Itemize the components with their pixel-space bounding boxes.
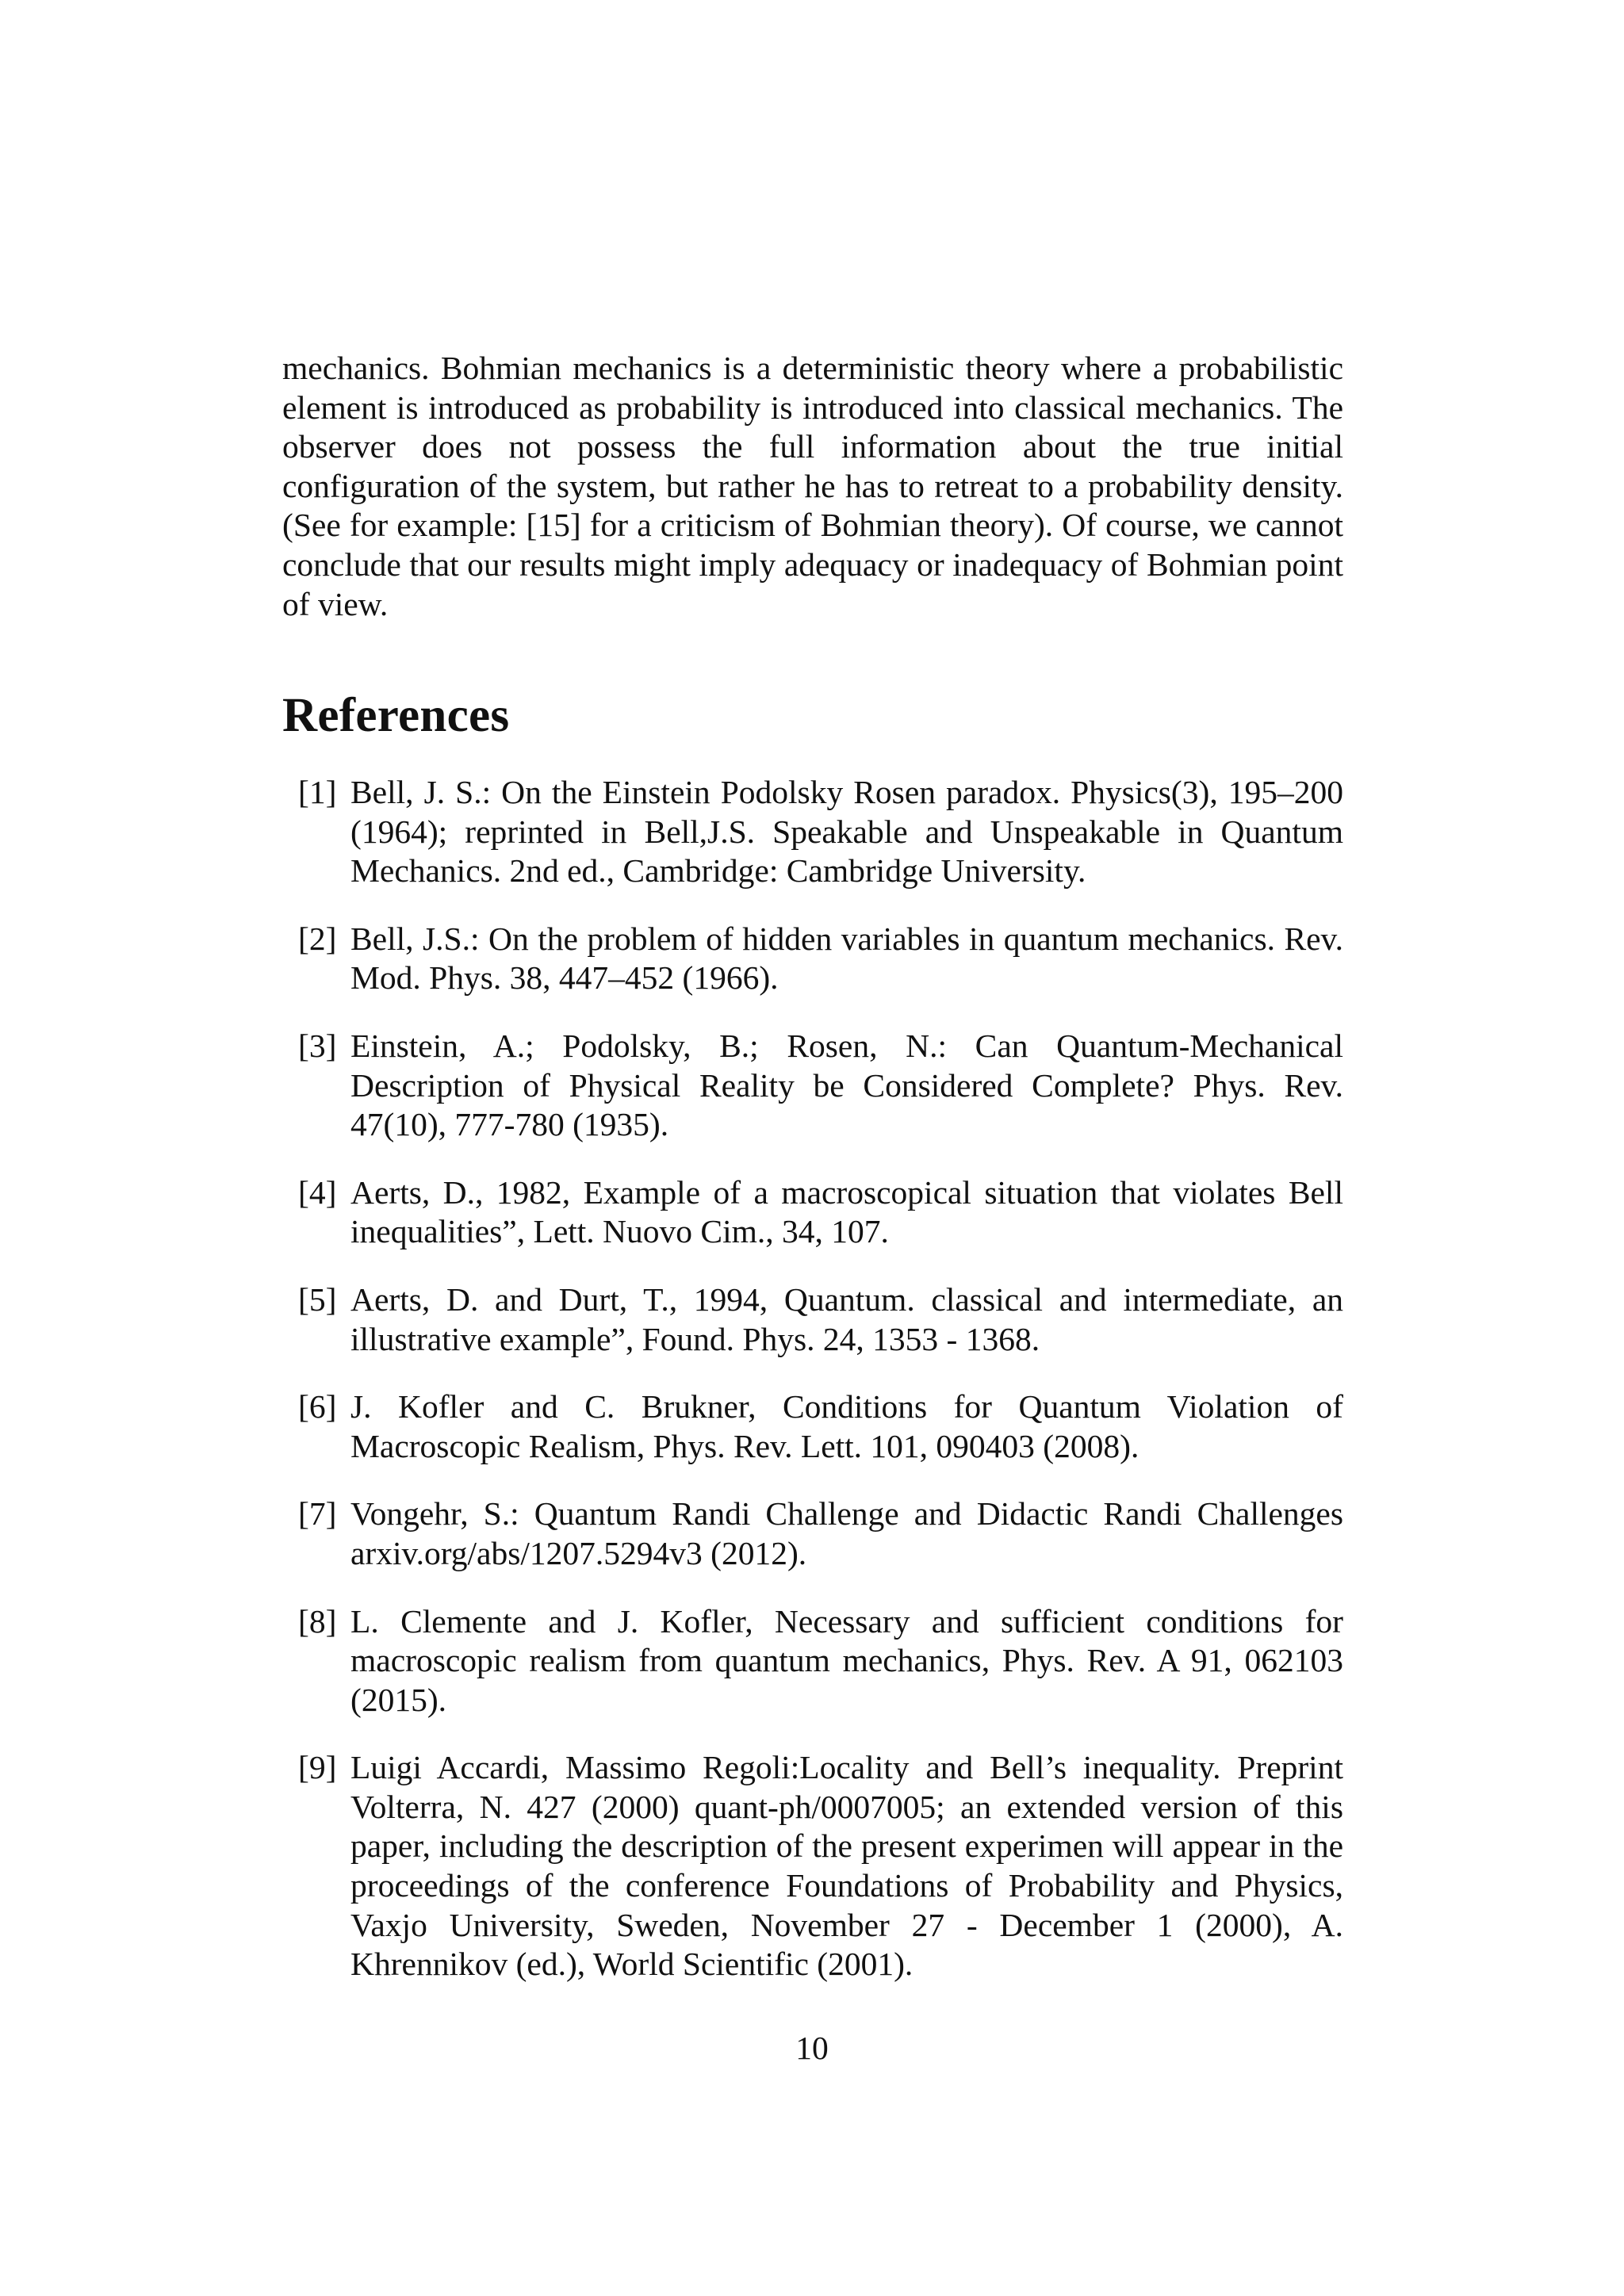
reference-item: [282, 1602, 1343, 1720]
reference-number: [5]: [298, 1280, 337, 1318]
reference-item: [282, 773, 1343, 891]
reference-item: [282, 1280, 1343, 1359]
reference-text: Aerts, D. and Durt, T., 1994, Quantum. classical and intermediate, an illustrative example”, Found. Phys. 24, 1353 - 1368.: [350, 1280, 1343, 1357]
reference-item: [282, 1173, 1343, 1252]
reference-item: [282, 1387, 1343, 1466]
reference-number: [6]: [298, 1388, 337, 1425]
reference-number: [4]: [298, 1173, 337, 1211]
references-heading: References: [282, 689, 510, 742]
reference-item: [282, 1748, 1343, 1984]
reference-number: [2]: [298, 920, 337, 957]
reference-text: Vongehr, S.: Quantum Randi Challenge and Didactic Randi Challenges arxiv.org/abs/1207.5294v3 (2012).: [350, 1495, 1343, 1571]
page-number: 10: [795, 2030, 829, 2066]
reference-item: [282, 1027, 1343, 1145]
intro-paragraph: mechanics. Bohmian mechanics is a deterministic theory where a probabilistic element is introduced as probability is introduced into classical mechanics. The observer does not possess the full information about the true initial configuration of the system, but rather he has to retreat to a probability density. (See for example: [15] for a criticism of Bohmian theory). Of course, we cannot conclude that our results might imply adequacy or inadequacy of Bohmian point of view.: [282, 350, 1343, 622]
reference-number: [1]: [298, 774, 337, 810]
reference-text: Bell, J.S.: On the problem of hidden variables in quantum mechanics. Rev. Mod. Phys. 38, 447–452 (1966).: [350, 920, 1343, 997]
reference-number: [3]: [298, 1027, 337, 1064]
reference-item: [282, 920, 1343, 998]
reference-number: [8]: [298, 1602, 337, 1640]
reference-text: Bell, J. S.: On the Einstein Podolsky Rosen paradox. Physics(3), 195–200 (1964); reprinted in Bell,J.S. Speakable and Unspeakable in Quantum Mechanics. 2nd ed., Cambridge: Cambridge University.: [350, 774, 1343, 890]
reference-number: [7]: [298, 1495, 337, 1533]
reference-number: [9]: [298, 1749, 337, 1786]
reference-text: L. Clemente and J. Kofler, Necessary and sufficient conditions for macroscopic realism from quantum mechanics, Phys. Rev. A 91, 062103 (2015).: [350, 1602, 1343, 1718]
reference-text: Einstein, A.; Podolsky, B.; Rosen, N.: Can Quantum-Mechanical Description of Physical Reality be Considered Complete? Phys. Rev. 47(10), 777-780 (1935).: [350, 1027, 1343, 1143]
reference-text: Aerts, D., 1982, Example of a macroscopical situation that violates Bell inequalities”, Lett. Nuovo Cim., 34, 107.: [350, 1173, 1343, 1250]
references-list: [282, 773, 1343, 2013]
reference-text: J. Kofler and C. Brukner, Conditions for Quantum Violation of Macroscopic Realism, Phys. Rev. Lett. 101, 090403 (2008).: [350, 1388, 1343, 1464]
reference-text: Luigi Accardi, Massimo Regoli:Locality and Bell’s inequality. Preprint Volterra, N. 427 (2000) quant-ph/0007005; an extended version of this paper, including the description of the present experimen will appear in the proceedings of the conference Foundations of Probability and Physics, Vaxjo University, Sweden, November 27 - December 1 (2000), A. Khrennikov (ed.), World Scientific (2001).: [350, 1749, 1343, 1983]
reference-item: [282, 1494, 1343, 1573]
